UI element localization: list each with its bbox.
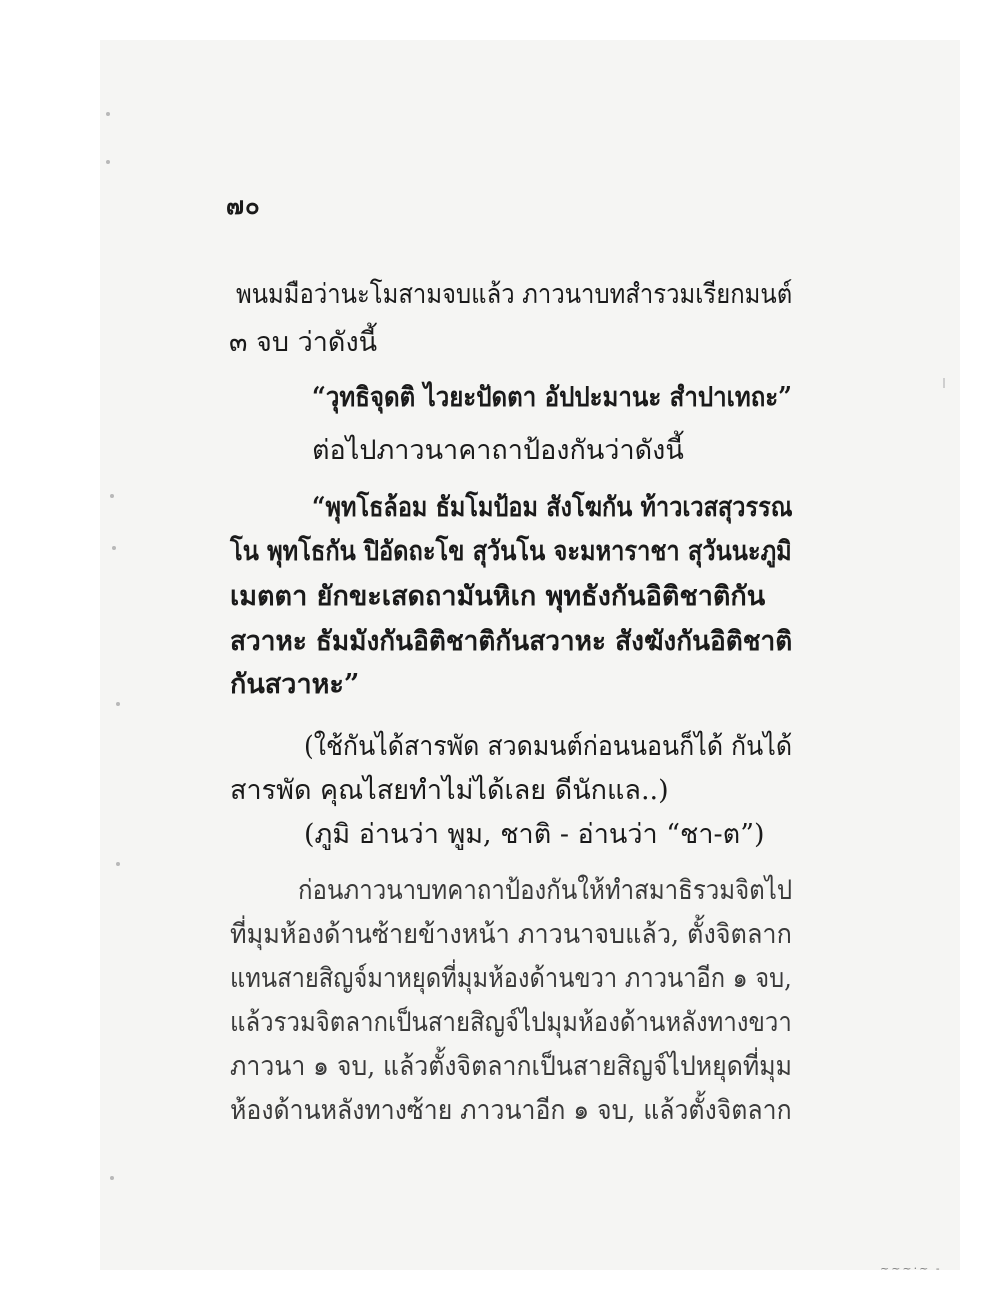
scan-speck	[106, 112, 110, 116]
scan-speck	[110, 494, 114, 498]
intro-line: ๓ จบ ว่าดังนี้	[229, 327, 378, 358]
instruction-line: แล้วรวมจิตลากเป็นสายสิญจ์ไปมุมห้องด้านหลังทางขวา	[230, 1007, 792, 1038]
note-line: สารพัด คุณไสยทำไม่ได้เลย ดีนักแล..)	[230, 775, 669, 806]
chant-two-line: สวาหะ ธัมมังกันอิติชาติกันสวาหะ สังฆังกันอิติชาติ	[230, 626, 793, 657]
scan-smudge: ~~~·~ -	[880, 1262, 942, 1275]
instruction-line: แทนสายสิญจ์มาหยุดที่มุมห้องด้านขวา ภาวนาอีก ๑ จบ,	[230, 963, 792, 994]
scan-speck	[106, 160, 110, 164]
note-line: (ใช้กันได้สารพัด สวดมนต์ก่อนนอนก็ได้ กันได้	[304, 731, 793, 762]
scan-mark	[943, 378, 945, 388]
chant-two-line: เมตตา ยักขะเสดถามันหิเก พุทธังกันอิติชาติกัน	[230, 581, 766, 612]
scan-speck	[110, 1176, 114, 1180]
instruction-line: ภาวนา ๑ จบ, แล้วตั้งจิตลากเป็นสายสิญจ์ไปหยุดที่มุม	[230, 1051, 793, 1082]
chant-two-line: กันสวาหะ”	[230, 669, 360, 700]
transition-line: ต่อไปภาวนาคาถาป้องกันว่าดังนี้	[312, 435, 684, 466]
page-number: ๗๐	[226, 191, 261, 220]
instruction-line: ก่อนภาวนาบทคาถาป้องกันให้ทำสมาธิรวมจิตไป	[298, 875, 793, 906]
scan-speck	[116, 702, 120, 706]
pronunciation-note: (ภูมิ อ่านว่า พูม, ชาติ - อ่านว่า “ชา-ต”)	[304, 819, 765, 850]
scan-speck	[112, 546, 116, 550]
intro-line: พนมมือว่านะโมสามจบแล้ว ภาวนาบทสำรวมเรียกมนต์	[236, 279, 793, 310]
instruction-line: ห้องด้านหลังทางซ้าย ภาวนาอีก ๑ จบ, แล้วตั้งจิตลาก	[230, 1095, 792, 1126]
chant-one: “วุทธิจุดติ ไวยะปัดตา อัปปะมานะ สำปาเทถะ”	[312, 382, 793, 413]
instruction-line: ที่มุมห้องด้านซ้ายข้างหน้า ภาวนาจบแล้ว, ตั้งจิตลาก	[230, 919, 792, 950]
scan-speck	[116, 862, 120, 866]
chant-two-line: “พุทโธล้อม ธัมโมป้อม สังโฆกัน ท้าวเวสสุวรรณ	[312, 492, 793, 523]
chant-two-line: โน พุทโธกัน ปิอัดถะโข สุวันโน จะมหาราชา สุวันนะภูมิ	[230, 536, 792, 567]
